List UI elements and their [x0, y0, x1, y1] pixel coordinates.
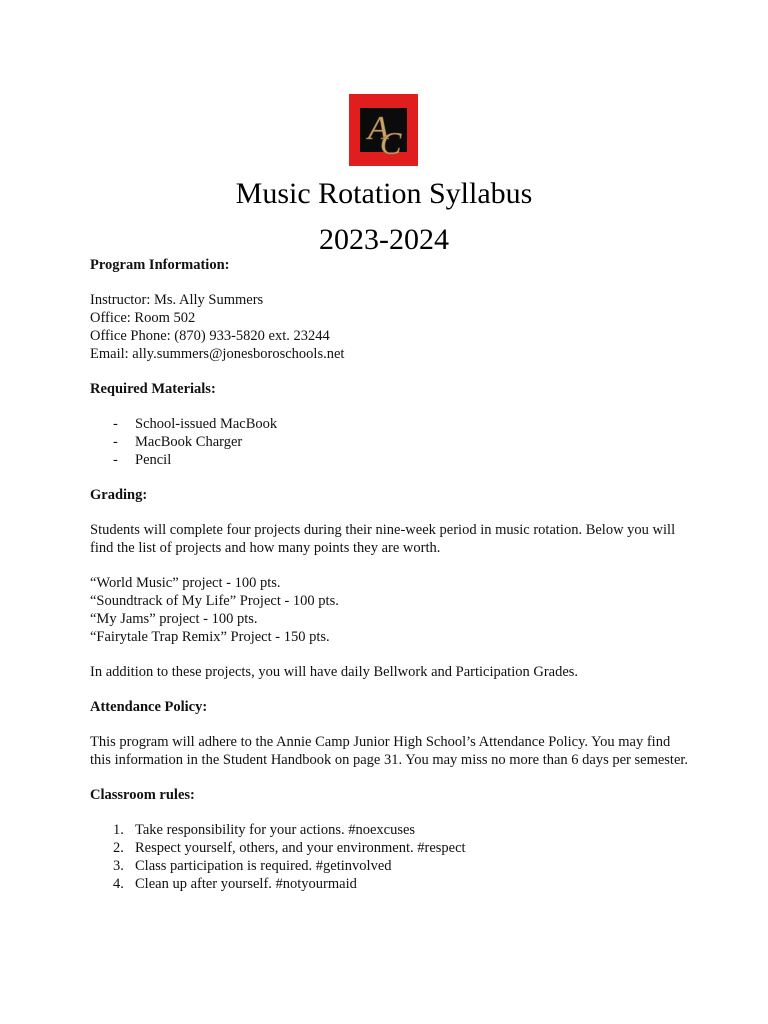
project-item: “My Jams” project - 100 pts. — [90, 611, 258, 627]
list-item: 1. Take responsibility for your actions. #noexcuses — [113, 822, 416, 838]
syllabus-body — [90, 256, 690, 893]
attendance-text: This program will adhere to the Annie Camp Junior High School’s Attendance Policy. You may find this information in the Student Handbook on page 31. You may miss no more than 6 days per semester. — [90, 734, 689, 768]
list-item: - Pencil — [113, 452, 172, 468]
logo-letters — [349, 94, 418, 166]
grading-note: In addition to these projects, you will have daily Bellwork and Participation Grades. — [90, 664, 579, 680]
school-year: 2023-2024 — [319, 223, 449, 256]
instructor-line: Instructor: Ms. Ally Summers — [90, 292, 264, 308]
phone-line: Office Phone: (870) 933-5820 ext. 23244 — [90, 328, 330, 344]
office-line: Office: Room 502 — [90, 310, 196, 326]
list-item: - School-issued MacBook — [113, 416, 278, 432]
program-heading: Program Information: — [90, 257, 230, 273]
project-item: “Soundtrack of My Life” Project - 100 pts. — [90, 593, 339, 609]
list-item: 4. Clean up after yourself. #notyourmaid — [113, 876, 357, 892]
school-logo — [349, 94, 418, 166]
svg-text:C: C — [380, 125, 402, 161]
list-item: - MacBook Charger — [113, 434, 243, 450]
email-line: Email: ally.summers@jonesboroschools.net — [90, 346, 345, 362]
attendance-heading: Attendance Policy: — [90, 699, 208, 715]
page-title: Music Rotation Syllabus — [235, 177, 533, 210]
materials-list — [90, 415, 690, 469]
project-item: “World Music” project - 100 pts. — [90, 575, 281, 591]
list-item: 2. Respect yourself, others, and your environment. #respect — [113, 840, 466, 856]
grading-intro: Students will complete four projects during their nine-week period in music rotation. Below you will find the list of projects and how many points they are worth. — [90, 522, 676, 556]
rules-heading: Classroom rules: — [90, 787, 195, 803]
svg-text:A: A — [368, 110, 389, 147]
project-item: “Fairytale Trap Remix” Project - 150 pts. — [90, 629, 330, 645]
grading-heading: Grading: — [90, 487, 148, 503]
rules-list — [90, 821, 690, 893]
materials-heading: Required Materials: — [90, 381, 216, 397]
list-item: 3. Class participation is required. #getinvolved — [113, 858, 392, 874]
